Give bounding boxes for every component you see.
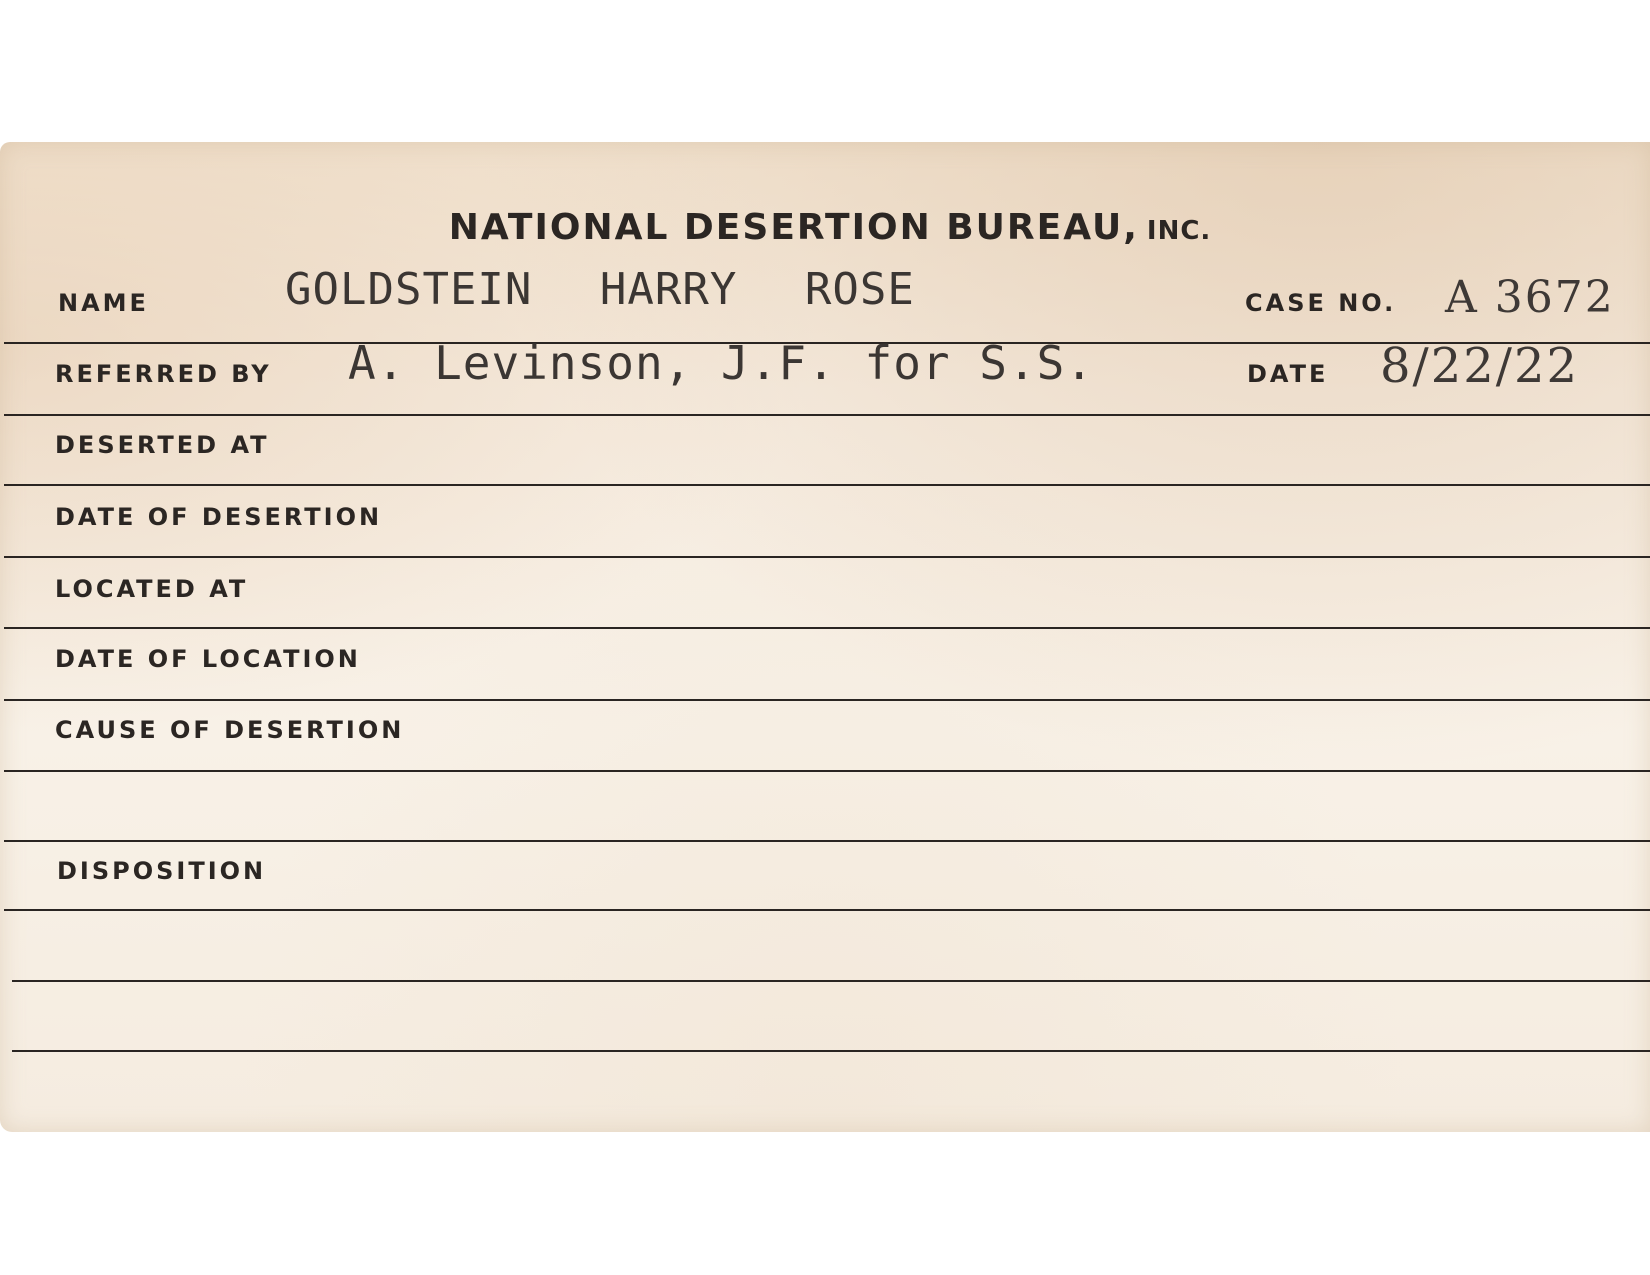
name-value: GOLDSTEIN HARRY ROSE [285, 264, 915, 315]
blank-line-2 [12, 980, 1650, 982]
date-of-desertion-label: DATE OF DESERTION [55, 503, 383, 531]
referred-by-label: REFERRED BY [55, 360, 272, 388]
case-no-label: CASE NO. [1245, 289, 1397, 317]
deserted-at-label: DESERTED AT [55, 431, 270, 459]
disposition-label: DISPOSITION [57, 857, 267, 885]
cause-of-desertion-label: CAUSE OF DESERTION [55, 716, 405, 744]
name-label: NAME [58, 289, 149, 317]
cause-of-desertion-line [4, 770, 1650, 772]
referred-by-value: A. Levinson, J.F. for S.S. [348, 336, 1095, 390]
blank-line-1 [4, 840, 1650, 842]
blank-line-3 [12, 1050, 1650, 1052]
located-at-line [4, 627, 1650, 629]
date-of-desertion-line [4, 556, 1650, 558]
date-of-location-label: DATE OF LOCATION [55, 645, 361, 673]
card-title-suffix: INC. [1146, 216, 1212, 246]
date-value: 8/22/22 [1380, 338, 1580, 394]
located-at-label: LOCATED AT [55, 575, 249, 603]
disposition-line [4, 909, 1650, 911]
referred-by-line [4, 414, 1650, 416]
card-title-main: NATIONAL DESERTION BUREAU, [448, 207, 1139, 248]
deserted-at-line [4, 484, 1650, 486]
date-label: DATE [1247, 360, 1329, 388]
card-title [0, 207, 1650, 248]
date-of-location-line [4, 699, 1650, 701]
case-no-value: A 3672 [1445, 272, 1615, 323]
index-card [0, 142, 1650, 1132]
